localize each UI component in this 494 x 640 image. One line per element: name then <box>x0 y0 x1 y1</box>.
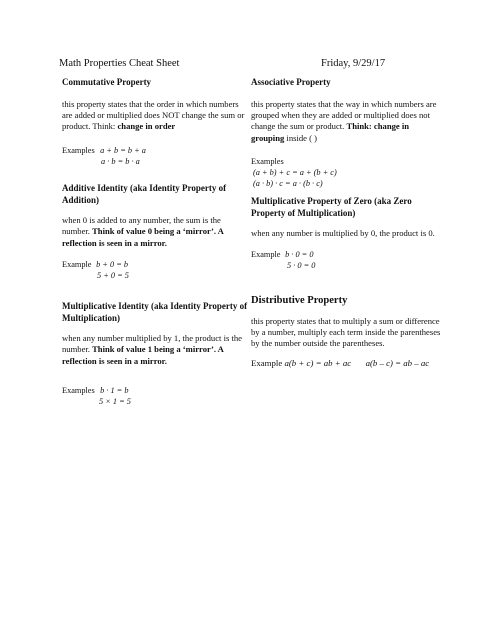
example-label: Example <box>62 260 92 270</box>
commutative-example-addition: a + b = b + a <box>100 145 146 155</box>
multiplicative-identity-section <box>62 301 248 407</box>
associative-examples <box>251 156 441 189</box>
zero-property-examples <box>251 249 441 271</box>
additive-identity-example-number: 5 + 0 = 5 <box>97 271 129 281</box>
distributive-description: this property states that to multiply a sum or difference by a number, multiply each term inside the parentheses by the number outside the parentheses. <box>251 315 441 349</box>
sheet-date: Friday, 9/29/17 <box>321 58 386 69</box>
example-label: Example <box>251 357 283 368</box>
multiplicative-identity-examples <box>62 385 248 407</box>
sheet-title: Math Properties Cheat Sheet <box>59 58 180 69</box>
distributive-examples <box>251 358 441 369</box>
example-label: Example <box>251 250 281 260</box>
associative-example-addition: (a + b) + c = a + (b + c) <box>253 168 337 178</box>
examples-label: Examples <box>62 145 95 155</box>
commutative-example-multiplication: a · b = b · a <box>101 156 140 166</box>
additive-identity-examples <box>62 259 248 281</box>
zero-property-example-number: 5 · 0 = 0 <box>287 261 316 271</box>
associative-description: this property states that the way in which numbers are grouped when they are added or multiplied does not change the sum or product. Think: change in grouping inside ( ) <box>251 98 437 143</box>
additive-identity-section <box>62 183 248 281</box>
commutative-section <box>62 77 248 167</box>
associative-heading: Associative Property <box>251 77 331 87</box>
additive-identity-heading: Additive Identity (aka Identity Property of Addition) <box>62 183 227 205</box>
zero-property-example-variable: b · 0 = 0 <box>285 250 314 260</box>
associative-section <box>251 77 441 189</box>
multiplicative-identity-example-variable: b · 1 = b <box>100 386 129 396</box>
associative-example-multiplication: (a · b) · c = a · (b · c) <box>253 179 323 189</box>
distributive-section <box>251 295 441 369</box>
examples-label: Examples <box>251 157 284 167</box>
zero-property-section <box>251 196 441 271</box>
additive-identity-example-variable: b + 0 = b <box>96 260 129 270</box>
multiplicative-identity-heading: Multiplicative Identity (aka Identity Property of Multiplication) <box>62 301 248 323</box>
distributive-example-difference: a(b – c) = ab – ac <box>365 357 430 368</box>
commutative-examples <box>62 145 248 167</box>
multiplicative-identity-example-number: 5 × 1 = 5 <box>99 397 131 407</box>
zero-property-description: when any number is multiplied by 0, the product is 0. <box>251 228 435 238</box>
zero-property-heading: Multiplicative Property of Zero (aka Zero Property of Multiplication) <box>251 196 412 218</box>
distributive-example-sum: a(b + c) = ab + ac <box>284 357 352 368</box>
multiplicative-identity-description: when any number multiplied by 1, the product is the number. Think of value 1 being a ‘mirror’. A reflection is seen in a mirror. <box>62 333 242 366</box>
distributive-heading: Distributive Property <box>251 295 348 306</box>
additive-identity-description: when 0 is added to any number, the sum is the number. Think of value 0 being a ‘mirror’. A reflection is seen in a mirror. <box>62 215 224 248</box>
commutative-heading: Commutative Property <box>62 77 152 87</box>
examples-label: Examples <box>62 386 95 396</box>
commutative-description: this property states that the order in which numbers are added or multiplied does NOT change the sum or product. Think: change in order <box>62 98 245 132</box>
